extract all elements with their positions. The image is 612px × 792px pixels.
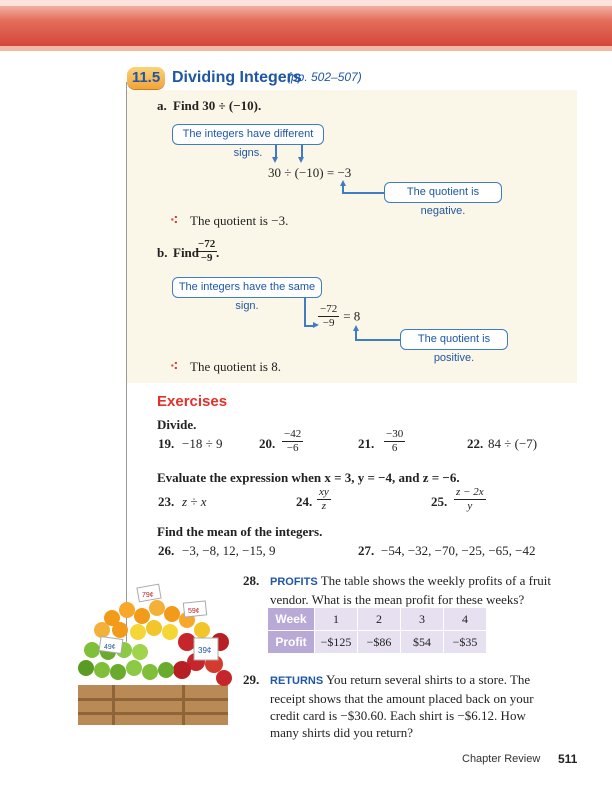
arrow-head-down [298,157,304,163]
top-banner-highlight [0,0,612,6]
exercise-29-line3: credit card is −$30.60. Each shirt is −$6.12. How [270,708,526,723]
fraction-denominator: 6 [391,442,398,454]
evaluate-heading: Evaluate the expression when x = 3, y = −4, and z = −6. [157,470,460,485]
exercise-number: 24. [296,494,313,509]
table-row [268,631,487,654]
crate-icon [78,685,228,725]
exercise-25 [454,486,486,513]
fraction-numerator: z − 2x [456,486,484,498]
section-pages: (pp. 502–507) [287,70,362,84]
price-tag-text: 39¢ [198,646,212,655]
fraction-denominator: y [467,500,473,512]
keyword-profits: PROFITS [270,576,318,588]
fruit-stand-icon [72,580,242,730]
profit-table [267,607,487,654]
exercise-21 [384,428,405,455]
divide-heading: Divide. [157,417,197,432]
callout-different-signs: The integers have different signs. [172,124,324,145]
example-b-answer: The quotient is 8. [190,359,281,374]
exercise-28-line2: vendor. What is the mean profit for these weeks? [270,592,525,607]
exercise-23: z ÷ x [182,494,207,509]
equation-rhs: = 8 [343,308,361,324]
fraction-denominator: −9 [322,317,335,329]
footer-label: Chapter Review [462,753,541,765]
table-cell: 3 [401,608,444,631]
exercise-28-line1: The table shows the weekly profits of a fruit [320,573,552,588]
keyword-returns: RETURNS [270,675,324,687]
fraction-denominator: −9 [200,252,213,264]
example-b-period: . [216,245,220,260]
answer-marker-icon: ⁖ [170,213,179,227]
mean-heading: Find the mean of the integers. [157,524,323,539]
callout-quotient-positive: The quotient is positive. [400,329,508,350]
exercise-number: 19. [158,436,175,451]
exercise-number: 28. [243,573,260,588]
exercise-number: 25. [431,494,448,509]
example-a-answer: The quotient is −3. [190,213,289,228]
exercise-19: −18 ÷ 9 [182,436,223,451]
table-cell: −$86 [358,631,401,654]
lime-icon [78,642,174,680]
table-cell: −$125 [315,631,358,654]
table-cell: $54 [401,631,444,654]
example-b-find: Find [173,245,200,260]
example-b-fraction [196,238,220,265]
price-tag-text: 59¢ [188,608,200,615]
arrow-line [355,339,400,341]
price-tag-text: 79¢ [142,592,154,599]
fraction-numerator: −72 [320,303,338,315]
fraction-denominator: −6 [286,442,299,454]
exercise-number: 23. [158,494,175,509]
example-a-prompt: Find 30 ÷ (−10). [173,98,262,113]
table-cell: 2 [358,608,401,631]
example-a-equation: 30 ÷ (−10) = −3 [268,165,352,180]
table-header-cell: Profit [268,631,315,654]
answer-marker-icon: ⁖ [170,359,179,373]
table-cell: −$35 [444,631,487,654]
exercise-29 [270,671,580,741]
exercise-27: −54, −32, −70, −25, −65, −42 [381,543,536,558]
top-rule [0,46,612,51]
exercise-20 [282,428,303,455]
table-cell: 4 [444,608,487,631]
table-row [268,608,487,631]
exercise-22: 84 ÷ (−7) [488,436,538,451]
arrow-line [342,192,384,194]
page-number: 511 [558,752,578,766]
exercise-number: 20. [259,436,276,451]
exercise-24 [317,486,331,513]
exercise-number: 29. [243,672,260,687]
example-b-label: b. [157,245,168,260]
exercise-29-line4: many shirts did you return? [270,725,413,740]
table-header-cell: Week [268,608,315,631]
arrow-head-down [272,157,278,163]
section-title: Dividing Integers [172,69,302,86]
exercise-28 [270,572,570,608]
price-tag-text: 49¢ [104,644,116,651]
fraction-numerator: −72 [198,238,216,250]
left-margin-line [126,82,127,642]
exercise-29-line2: receipt shows that the amount placed back on your [270,691,534,706]
table-cell: 1 [315,608,358,631]
exercise-number: 27. [358,543,375,558]
fraction-numerator: −30 [386,428,404,440]
exercise-26: −3, −8, 12, −15, 9 [182,543,276,558]
exercise-number: 21. [358,436,375,451]
exercise-number: 22. [467,436,484,451]
top-banner [0,0,612,46]
fraction-numerator: −42 [284,428,302,440]
exercises-title: Exercises [157,393,228,410]
example-a-label: a. [157,98,167,113]
fraction-numerator: xy [319,486,329,498]
exercise-29-line1: You return several shirts to a store. The [325,672,531,687]
fraction-denominator: z [321,500,327,512]
arrow-line [304,298,306,326]
callout-same-sign: The integers have the same sign. [172,277,322,298]
exercise-number: 26. [158,543,175,558]
section-number-badge: 11.5 [127,67,165,89]
callout-quotient-negative: The quotient is negative. [384,182,502,203]
